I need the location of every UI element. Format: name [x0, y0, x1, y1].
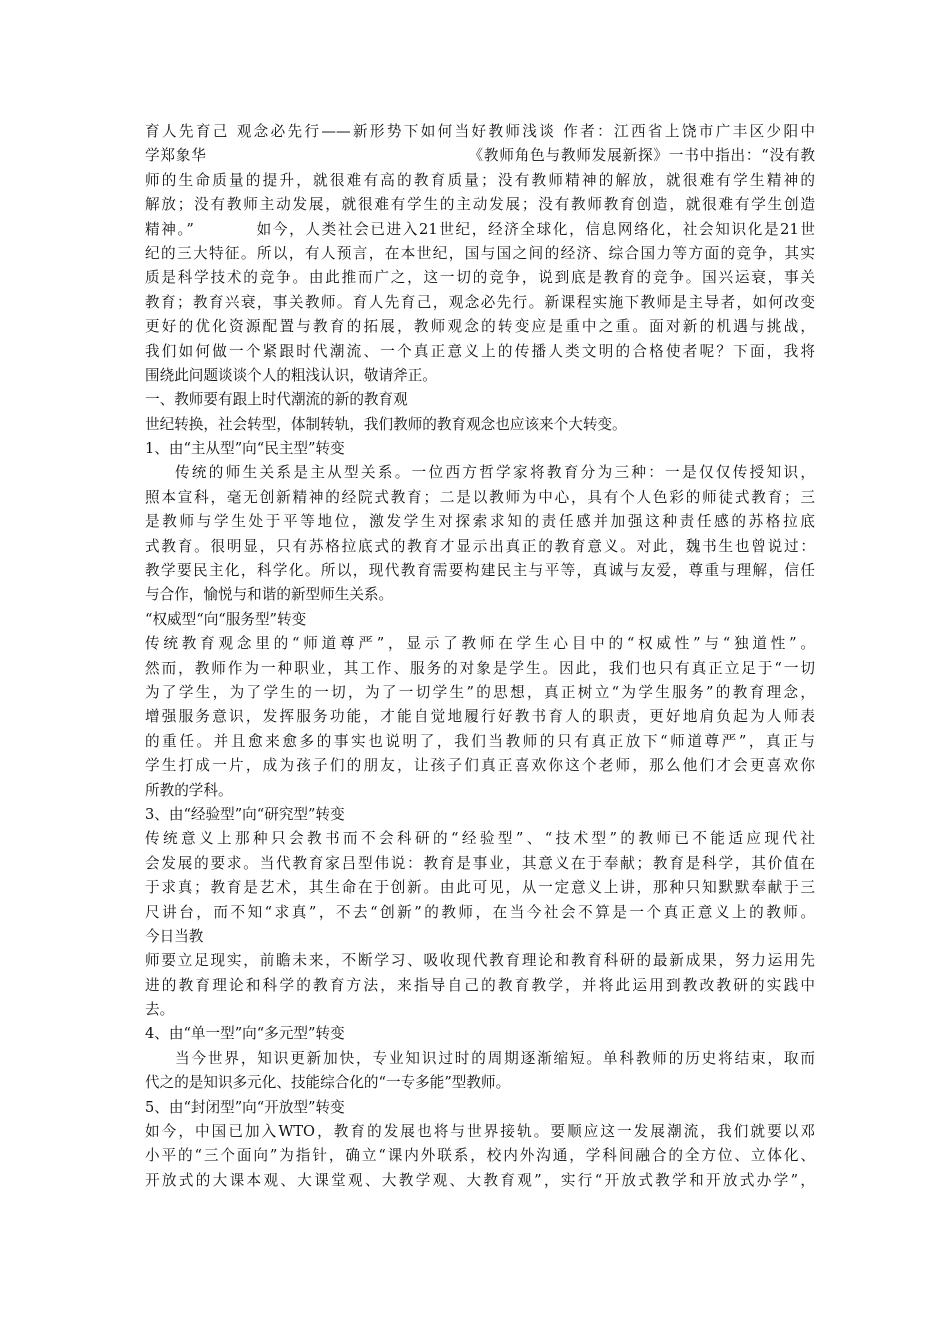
- text-line: 尺讲台，而不知“求真”，不去“创新”的教师，在当今社会不算是一个真正意义上的教师。: [145, 903, 815, 921]
- text-line: 围绕此问题谈谈个人的粗浅认识，敬请斧正。: [145, 366, 437, 384]
- text-line: 育人先育己 观念必先行——新形势下如何当好教师浅谈 作者：江西省上饶市广丰区少阳中: [145, 123, 815, 140]
- text-line: 纪的三大特征。所以，有人预言，在本世纪，国与国之间的经济、综合国力等方面的竞争，其实: [145, 244, 815, 262]
- text-line: 精神。” 如今，人类社会已进入21世纪，经济全球化，信息网络化，社会知识化是21世: [145, 220, 815, 238]
- text-line: 然而，教师作为一种职业，其工作、服务的对象是学生。因此，我们也只有真正立足于“一切: [145, 659, 815, 677]
- text-line: 去。: [145, 1001, 175, 1019]
- text-line: 小平的“三个面向”为指针，确立“课内外联系，校内外沟通，学科间融合的全方位、立体化、: [145, 1147, 815, 1165]
- text-line: 与合作，愉悦与和谐的新型师生关系。: [145, 586, 394, 604]
- text-line: “权威型“向“服务型”转变: [145, 610, 307, 628]
- text-line: 为了学生，为了学生的一切，为了一切学生”的思想，真正树立“为学生服务”的教育理念，: [145, 683, 815, 701]
- text-line: 教学要民主化，科学化。所以，现代教育需要构建民主与平等，真诚与友爱，尊重与理解，信任: [145, 562, 815, 580]
- text-line: 质是科学技术的竞争。由此推而广之，这一切的竞争，说到底是教育的竞争。国兴运衰，事关: [145, 269, 815, 287]
- text-line: 进的教育理论和科学的教育方法，来指导自己的教育教学，并将此运用到教改教研的实践中: [145, 976, 815, 994]
- text-line: 的重任。并且愈来愈多的事实也说明了，我们当教师的只有真正放下“师道尊严”，真正与: [145, 732, 815, 750]
- text-line: 当今世界，知识更新加快，专业知识过时的周期逐渐缩短。单科教师的历史将结束，取而: [175, 1049, 815, 1067]
- text-line: 式教育。很明显，只有苏格拉底式的教育才显示出真正的教育意义。对此，魏书生也曾说过：: [145, 537, 815, 555]
- text-line: 传统意义上那种只会教书而不会科研的“经验型”、“技术型”的教师已不能适应现代社: [145, 830, 815, 848]
- document-body: [145, 120, 815, 1193]
- text-line: 教育；教育兴衰，事关教师。育人先育己，观念必先行。新课程实施下教师是主导者，如何改变: [145, 293, 815, 311]
- text-line: 所教的学科。: [145, 781, 233, 799]
- text-line: 世纪转换，社会转型，体制转轨，我们教师的教育观念也应该来个大转变。: [145, 415, 627, 433]
- text-line: 1、由“主从型”向“民主型”转变: [145, 440, 345, 458]
- text-line: 传统教育观念里的“师道尊严”，显示了教师在学生心目中的“权威性”与“独道性”。: [145, 635, 815, 653]
- text-line: 如今，中国已加入WTO，教育的发展也将与世界接轨。要顺应这一发展潮流，我们就要以邓: [145, 1123, 815, 1141]
- text-line: 是教师与学生处于平等地位，激发学生对探索求知的责任感并加强这种责任感的苏格拉底: [145, 513, 815, 531]
- text-line: 师要立足现实，前瞻未来，不断学习、吸收现代教育理论和教育科研的最新成果，努力运用先: [145, 952, 815, 970]
- text-line: 4、由“单一型”向“多元型”转变: [145, 1025, 345, 1043]
- text-line: 增强服务意识，发挥服务功能，才能自觉地履行好教书育人的职责，更好地肩负起为人师表: [145, 708, 815, 726]
- text-line: 传统的师生关系是主从型关系。一位西方哲学家将教育分为三种：一是仅仅传授知识，: [175, 464, 815, 482]
- text-line: 我们如何做一个紧跟时代潮流、一个真正意义上的传播人类文明的合格使者呢？下面，我将: [145, 342, 815, 360]
- text-line: 师的生命质量的提升，就很难有高的教育质量；没有教师精神的解放，就很难有学生精神的: [145, 171, 815, 189]
- text-line: 于求真；教育是艺术，其生命在于创新。由此可见，从一定意义上讲，那种只知默默奉献于三: [145, 879, 815, 897]
- text-line: 5、由“封闭型”向“开放型”转变: [145, 1098, 345, 1116]
- text-line: 开放式的大课本观、大课堂观、大教学观、大教育观”，实行“开放式教学和开放式办学”，: [145, 1171, 815, 1189]
- text-line: 解放；没有教师主动发展，就很难有学生的主动发展；没有教师教育创造，就很难有学生创造: [145, 196, 815, 214]
- text-line: 今日当教: [145, 927, 204, 945]
- text-line: 代之的是知识多元化、技能综合化的“一专多能”型教师。: [145, 1074, 511, 1092]
- text-line: 学生打成一片，成为孩子们的朋友，让孩子们真正喜欢你这个老师，那么他们才会更喜欢你: [145, 757, 815, 775]
- text-line: 一、教师要有跟上时代潮流的新的教育观: [145, 391, 408, 409]
- text-line: 会发展的要求。当代教育家吕型伟说：教育是事业，其意义在于奉献；教育是科学，其价值在: [145, 854, 815, 872]
- text-line: 学郑象华 《教师角色与教师发展新探》一书中指出：“没有教: [145, 147, 815, 165]
- text-line: 照本宣科，毫无创新精神的经院式教育；二是以教师为中心，具有个人色彩的师徒式教育；三: [145, 488, 815, 506]
- text-line: 更好的优化资源配置与教育的拓展，教师观念的转变应是重中之重。面对新的机遇与挑战，: [145, 318, 815, 336]
- text-line: 3、由“经验型”向“研究型”转变: [145, 805, 345, 823]
